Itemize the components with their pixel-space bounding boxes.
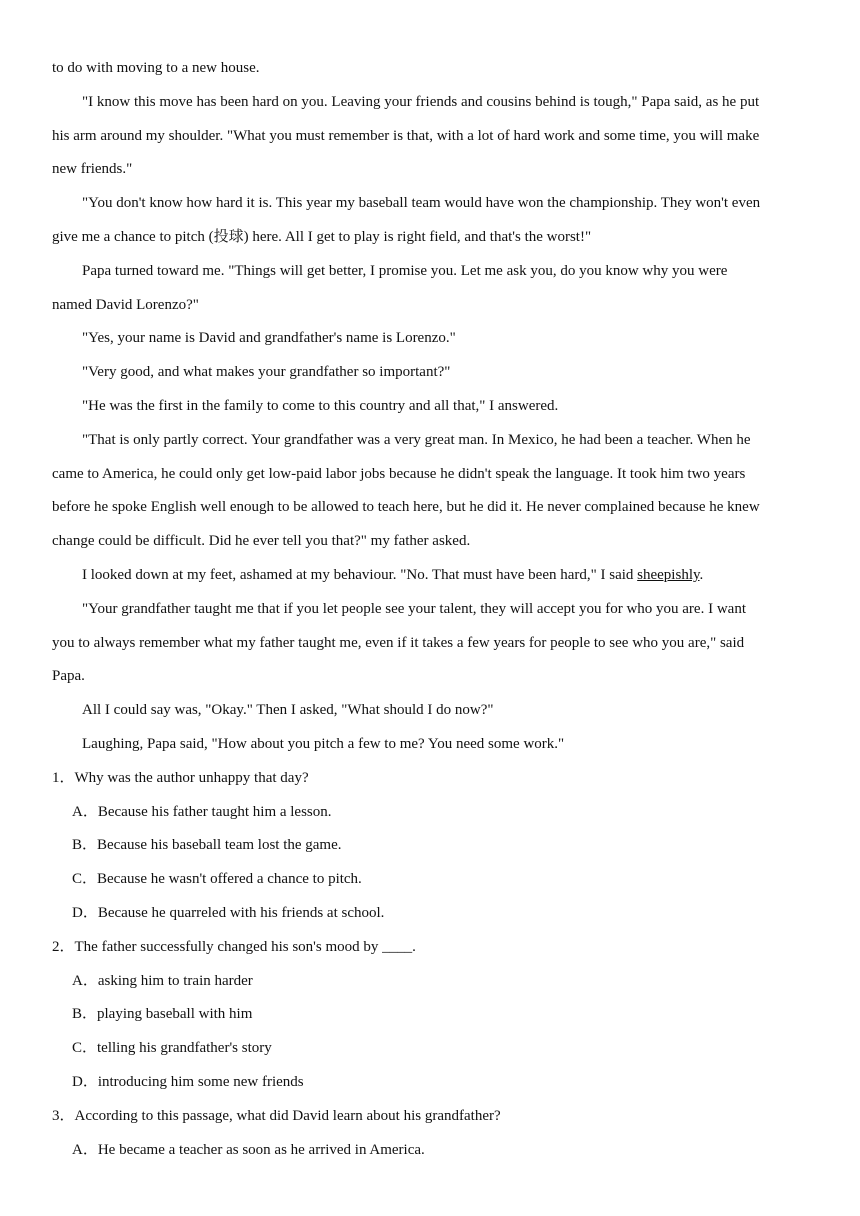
passage-line: his arm around my shoulder. "What you must remember is that, with a lot of hard work and some time, you will make — [52, 127, 760, 144]
passage-line-sheepishly — [52, 559, 804, 593]
answer-option-a[interactable]: A．asking him to train harder — [72, 972, 253, 989]
answer-option-a[interactable]: A．Because his father taught him a lesson. — [72, 803, 332, 820]
question-stem: 1．Why was the author unhappy that day? — [52, 769, 309, 786]
passage — [52, 52, 804, 762]
question-1 — [52, 762, 804, 931]
answer-option-d[interactable]: D．introducing him some new friends — [72, 1073, 304, 1090]
passage-line: "Yes, your name is David and grandfather's name is Lorenzo." — [82, 330, 456, 347]
passage-line: give me a chance to pitch (投球) here. All I get to play is right field, and that's the worst!" — [52, 228, 592, 245]
passage-line: "Very good, and what makes your grandfather so important?" — [82, 364, 451, 381]
passage-line: "He was the first in the family to come to this country and all that," I answered. — [82, 397, 559, 414]
passage-line: change could be difficult. Did he ever tell you that?" my father asked. — [52, 533, 471, 550]
passage-text: . — [699, 566, 704, 583]
passage-line: "That is only partly correct. Your grandfather was a very great man. In Mexico, he had been a teacher. When he — [82, 431, 751, 448]
answer-option-b[interactable]: B．playing baseball with him — [72, 1006, 253, 1023]
passage-line: "Your grandfather taught me that if you let people see your talent, they will accept you for who you are. I want — [82, 600, 746, 617]
document-page — [52, 52, 804, 1167]
passage-line: Papa. — [52, 668, 85, 685]
question-stem: 3．According to this passage, what did David learn about his grandfather? — [52, 1107, 501, 1124]
passage-line: Papa turned toward me. "Things will get better, I promise you. Let me ask you, do you know why you were — [82, 262, 728, 279]
passage-line: "I know this move has been hard on you. Leaving your friends and cousins behind is tough," Papa said, as he put — [82, 93, 760, 110]
question-3 — [52, 1100, 804, 1168]
answer-option-c[interactable]: C．Because he wasn't offered a chance to pitch. — [72, 871, 362, 888]
questions — [52, 762, 804, 1168]
passage-line: before he spoke English well enough to be allowed to teach here, but he did it. He never complained because he knew — [52, 499, 760, 516]
question-2 — [52, 931, 804, 1100]
answer-option-d[interactable]: D．Because he quarreled with his friends at school. — [72, 904, 385, 921]
passage-line: came to America, he could only get low-paid labor jobs because he didn't speak the language. It took him two years — [52, 465, 746, 482]
underlined-word: sheepishly — [637, 566, 700, 583]
passage-line: Laughing, Papa said, "How about you pitch a few to me? You need some work." — [82, 735, 565, 752]
answer-option-a[interactable]: A．He became a teacher as soon as he arrived in America. — [72, 1141, 425, 1158]
passage-line: new friends." — [52, 161, 133, 178]
answer-option-c[interactable]: C．telling his grandfather's story — [72, 1040, 272, 1057]
passage-line: named David Lorenzo?" — [52, 296, 199, 313]
passage-line: "You don't know how hard it is. This year my baseball team would have won the championship. They won't even — [82, 195, 761, 212]
passage-line: to do with moving to a new house. — [52, 60, 260, 76]
passage-line: All I could say was, "Okay." Then I asked, "What should I do now?" — [82, 702, 494, 719]
question-stem: 2．The father successfully changed his son's mood by ____. — [52, 938, 416, 955]
answer-option-b[interactable]: B．Because his baseball team lost the game. — [72, 837, 342, 854]
passage-line: you to always remember what my father taught me, even if it takes a few years for people to see who you are," said — [52, 634, 745, 651]
passage-text: I looked down at my feet, ashamed at my behaviour. "No. That must have been hard," I said — [82, 566, 638, 583]
